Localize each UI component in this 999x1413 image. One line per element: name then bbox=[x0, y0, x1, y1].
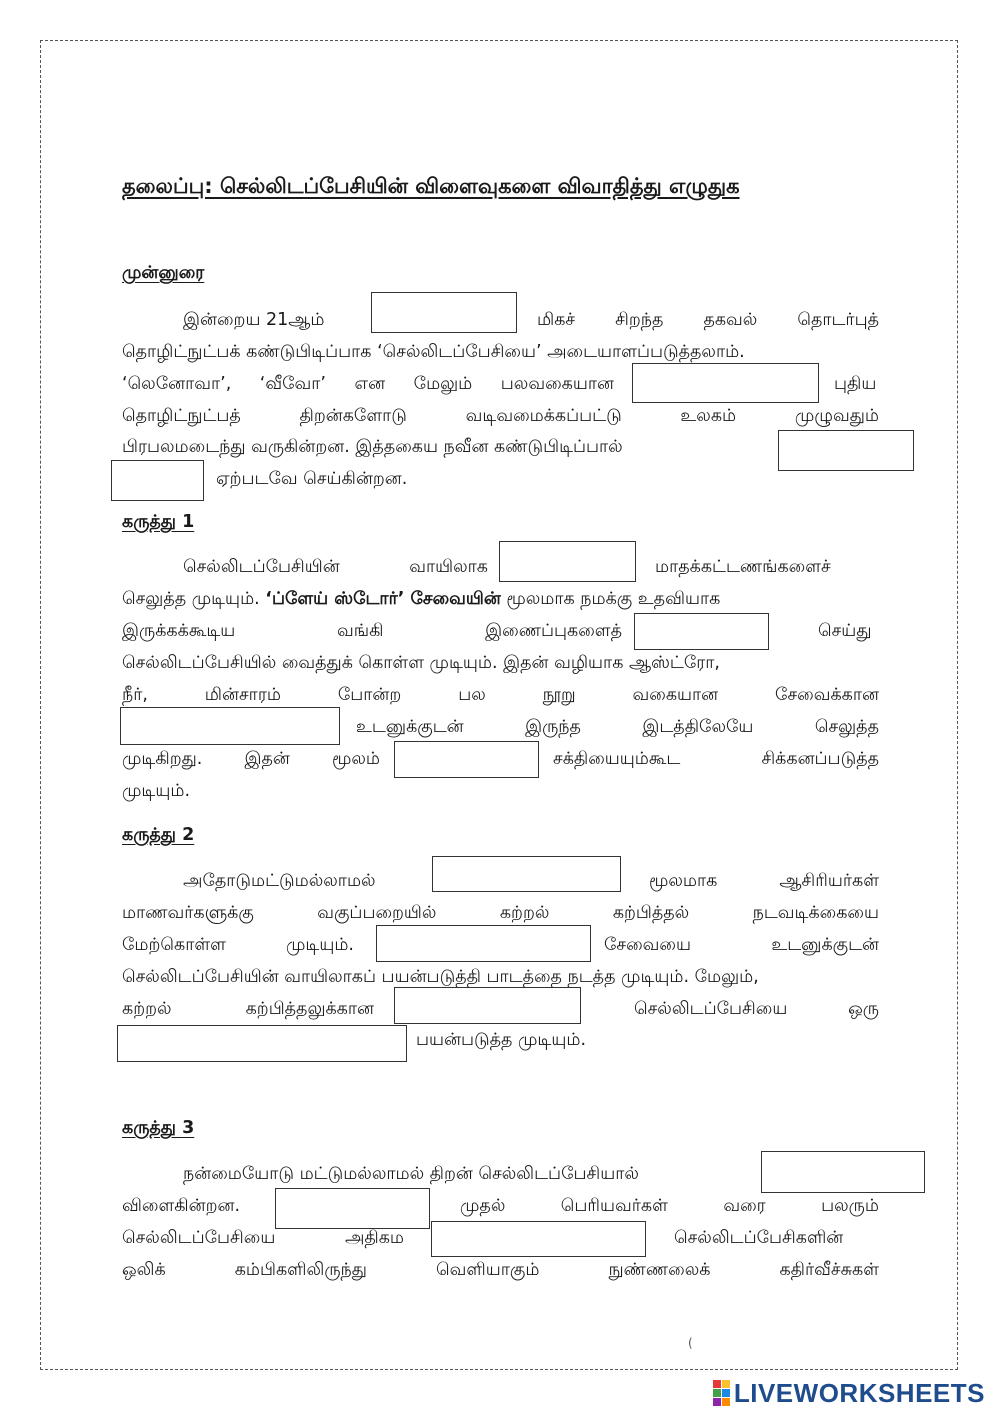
stray-mark: ( bbox=[688, 1336, 693, 1350]
word: கற்பித்தலுக்கான bbox=[245, 999, 374, 1019]
text: மூலமாக நமக்கு உதவியாக bbox=[506, 589, 721, 609]
point3-heading: கருத்து 3 bbox=[122, 1118, 195, 1138]
word: செல்லிடப்பேசியை bbox=[122, 1228, 276, 1248]
word: உலகம் bbox=[680, 406, 737, 426]
blank-p1-2[interactable] bbox=[634, 613, 769, 650]
blank-p2-2[interactable] bbox=[376, 925, 591, 962]
word: நடவடிக்கையை bbox=[752, 903, 879, 923]
word: திறன்களோடு bbox=[299, 406, 407, 426]
point1-line3b: செய்து bbox=[818, 621, 872, 641]
blank-p2-3[interactable] bbox=[394, 987, 581, 1024]
blank-intro-1-input[interactable] bbox=[372, 293, 516, 332]
liveworksheets-logo[interactable] bbox=[713, 1378, 985, 1408]
intro-line1a: இன்றைய 21ஆம் bbox=[183, 310, 325, 330]
point1-line3a bbox=[122, 620, 622, 642]
point1-line1b: மாதக்கட்டணங்களைச் bbox=[655, 557, 831, 577]
blank-p1-4[interactable] bbox=[394, 741, 539, 778]
bold-text: ‘ப்ளேய் ஸ்டோர்’ சேவையின் bbox=[265, 589, 501, 609]
word: ஆசிரியர்கள் bbox=[779, 871, 879, 891]
word: செலுத்த bbox=[814, 717, 879, 737]
word: கற்பித்தல் bbox=[612, 903, 690, 923]
blank-intro-4-input[interactable] bbox=[112, 461, 203, 500]
word: வாயிலாக bbox=[409, 557, 488, 577]
intro-line4 bbox=[122, 405, 879, 427]
word: கற்றல் bbox=[499, 903, 550, 923]
blank-p3-2[interactable] bbox=[275, 1188, 430, 1229]
point1-line6 bbox=[356, 716, 879, 738]
logo-block bbox=[713, 1398, 721, 1406]
word: முழுவதும் bbox=[794, 406, 879, 426]
word: முடியும். bbox=[285, 935, 354, 955]
blank-p2-1-input[interactable] bbox=[433, 857, 620, 891]
point2-line3a bbox=[122, 934, 354, 956]
point2-line5b bbox=[634, 998, 879, 1020]
intro-line3a bbox=[122, 373, 614, 395]
word: வகையான bbox=[632, 685, 719, 705]
word: வெளியாகும் bbox=[436, 1260, 540, 1280]
blank-p2-3-input[interactable] bbox=[395, 988, 580, 1023]
intro-line1b bbox=[537, 309, 879, 331]
blank-p3-2-input[interactable] bbox=[276, 1189, 429, 1228]
word: சிக்கனப்படுத்த bbox=[761, 749, 879, 769]
blank-p2-4[interactable] bbox=[117, 1025, 407, 1062]
word: மிகச் bbox=[537, 310, 576, 330]
point3-line3b: செல்லிடப்பேசிகளின் bbox=[674, 1228, 844, 1248]
word: அதிகம bbox=[344, 1228, 404, 1248]
point3-line3a bbox=[122, 1227, 404, 1249]
logo-block bbox=[713, 1380, 721, 1388]
intro-line5: பிரபலமடைந்து வருகின்றன. இத்தகைய நவீன கண்டுபிடிப்பால் bbox=[122, 437, 623, 457]
word: சேவையை bbox=[604, 935, 691, 955]
word: தகவல் bbox=[703, 310, 758, 330]
point2-line1a: அதோடுமட்டுமல்லாமல் bbox=[183, 871, 376, 891]
word: கதிர்வீச்சுகள் bbox=[779, 1260, 879, 1280]
point3-line2b bbox=[460, 1195, 879, 1217]
point2-heading: கருத்து 2 bbox=[122, 825, 195, 845]
blank-p2-4-input[interactable] bbox=[118, 1026, 406, 1061]
word: செல்லிடப்பேசியின் bbox=[183, 557, 340, 577]
blank-p3-3-input[interactable] bbox=[432, 1222, 645, 1256]
blank-p2-2-input[interactable] bbox=[377, 926, 590, 961]
word: நுண்ணலைக் bbox=[608, 1260, 711, 1280]
word: மேலும் bbox=[413, 374, 473, 394]
logo-block bbox=[722, 1380, 730, 1388]
blank-p3-1[interactable] bbox=[761, 1151, 925, 1193]
worksheet-title: தலைப்பு: செல்லிடப்பேசியின் விளைவுகளை விவாதித்து எழுதுக bbox=[122, 174, 740, 198]
point3-line2a: விளைகின்றன. bbox=[122, 1196, 241, 1216]
point1-line7b bbox=[553, 748, 879, 770]
word: இருக்கக்கூடிய bbox=[122, 621, 236, 641]
word: உடனுக்குடன் bbox=[771, 935, 879, 955]
word: முடிகிறது. bbox=[122, 749, 203, 769]
intro-line6: ஏற்படவே செய்கின்றன. bbox=[216, 469, 408, 489]
logo-block bbox=[722, 1389, 730, 1397]
word: நூறு bbox=[542, 685, 576, 705]
intro-heading: முன்னுரை bbox=[122, 263, 205, 283]
point2-line4: செல்லிடப்பேசியின் வாயிலாகப் பயன்படுத்தி பாடத்தை நடத்த முடியும். மேலும், bbox=[122, 967, 759, 987]
word: வங்கி bbox=[337, 621, 384, 641]
blank-p1-3-input[interactable] bbox=[121, 708, 339, 744]
word: மின்சாரம் bbox=[204, 685, 281, 705]
word: வரை bbox=[723, 1196, 766, 1216]
point2-line6: பயன்படுத்த முடியும். bbox=[416, 1030, 587, 1050]
word: நீர், bbox=[122, 685, 148, 705]
word: மாணவர்களுக்கு bbox=[122, 903, 254, 923]
word: மூலமாக bbox=[649, 871, 718, 891]
logo-blocks-icon bbox=[713, 1380, 730, 1406]
point1-line8: முடியும். bbox=[122, 781, 191, 801]
word: சிறந்த bbox=[615, 310, 664, 330]
blank-intro-2[interactable] bbox=[632, 363, 819, 403]
blank-p1-1-input[interactable] bbox=[500, 542, 635, 581]
blank-intro-3-input[interactable] bbox=[779, 431, 913, 470]
blank-intro-3[interactable] bbox=[778, 430, 914, 471]
blank-p1-4-input[interactable] bbox=[395, 742, 538, 777]
word: வடிவமைக்கப்பட்டு bbox=[465, 406, 622, 426]
point1-line1a bbox=[183, 556, 488, 578]
logo-text: LIVEWORKSHEETS bbox=[733, 1377, 985, 1408]
word: முதல் bbox=[460, 1196, 506, 1216]
point2-line3b bbox=[604, 934, 879, 956]
blank-p3-3[interactable] bbox=[431, 1221, 646, 1257]
logo-block bbox=[713, 1389, 721, 1397]
word: செல்லிடப்பேசியை bbox=[634, 999, 788, 1019]
word: கற்றல் bbox=[122, 999, 172, 1019]
word: சேவைக்கான bbox=[775, 685, 879, 705]
word: ‘வீவோ’ bbox=[259, 374, 326, 394]
intro-line2: தொழிட்நுட்பக் கண்டுபிடிப்பாக ‘செல்லிடப்பேசியை’ அடையாளப்படுத்தலாம். bbox=[122, 342, 745, 362]
word: ஒரு bbox=[848, 999, 879, 1019]
word: ‘லெனோவா’, bbox=[122, 374, 232, 394]
point3-line1: நன்மையோடு மட்டுமல்லாமல் திறன் செல்லிடப்பேசியால் bbox=[183, 1164, 639, 1184]
word: இடத்திலேயே bbox=[642, 717, 754, 737]
word: மூலம் bbox=[332, 749, 380, 769]
point3-line4 bbox=[122, 1259, 879, 1281]
word: பலரும் bbox=[821, 1196, 879, 1216]
point2-line1b bbox=[649, 870, 879, 892]
text: செலுத்த முடியும். bbox=[122, 589, 260, 609]
word: என bbox=[354, 374, 386, 394]
point1-line2 bbox=[122, 588, 720, 610]
intro-line3b: புதிய bbox=[834, 374, 877, 394]
blank-p1-3[interactable] bbox=[120, 707, 340, 745]
blank-intro-2-input[interactable] bbox=[633, 364, 818, 402]
word: தொடர்புத் bbox=[797, 310, 879, 330]
blank-intro-4[interactable] bbox=[111, 460, 204, 501]
blank-p3-1-input[interactable] bbox=[762, 1152, 924, 1192]
point1-line4: செல்லிடப்பேசியில் வைத்துக் கொள்ள முடியும். இதன் வழியாக ஆஸ்ட்ரோ, bbox=[122, 653, 720, 673]
logo-block bbox=[722, 1398, 730, 1406]
word: பெரியவர்கள் bbox=[560, 1196, 668, 1216]
point2-line5a bbox=[122, 998, 374, 1020]
blank-p1-2-input[interactable] bbox=[635, 614, 768, 649]
word: உடனுக்குடன் bbox=[356, 717, 464, 737]
blank-intro-1[interactable] bbox=[371, 292, 517, 333]
word: பல bbox=[458, 685, 486, 705]
word: மேற்கொள்ள bbox=[122, 935, 226, 955]
word: பலவகையான bbox=[500, 374, 614, 394]
point2-line2 bbox=[122, 902, 879, 924]
word: இணைப்புகளைத் bbox=[485, 621, 622, 641]
word: இதன் bbox=[244, 749, 290, 769]
blank-p1-1[interactable] bbox=[499, 541, 636, 582]
word: தொழிட்நுட்பத் bbox=[122, 406, 241, 426]
word: போன்ற bbox=[337, 685, 402, 705]
point1-line5 bbox=[122, 684, 879, 706]
blank-p2-1[interactable] bbox=[432, 856, 621, 892]
point1-heading: கருத்து 1 bbox=[122, 512, 195, 532]
word: சக்தியையும்கூட bbox=[553, 749, 681, 769]
word: கம்பிகளிலிருந்து bbox=[234, 1260, 367, 1280]
word: ஒலிக் bbox=[122, 1260, 166, 1280]
word: இருந்த bbox=[525, 717, 581, 737]
point1-line7a bbox=[122, 748, 380, 770]
word: வகுப்பறையில் bbox=[317, 903, 437, 923]
